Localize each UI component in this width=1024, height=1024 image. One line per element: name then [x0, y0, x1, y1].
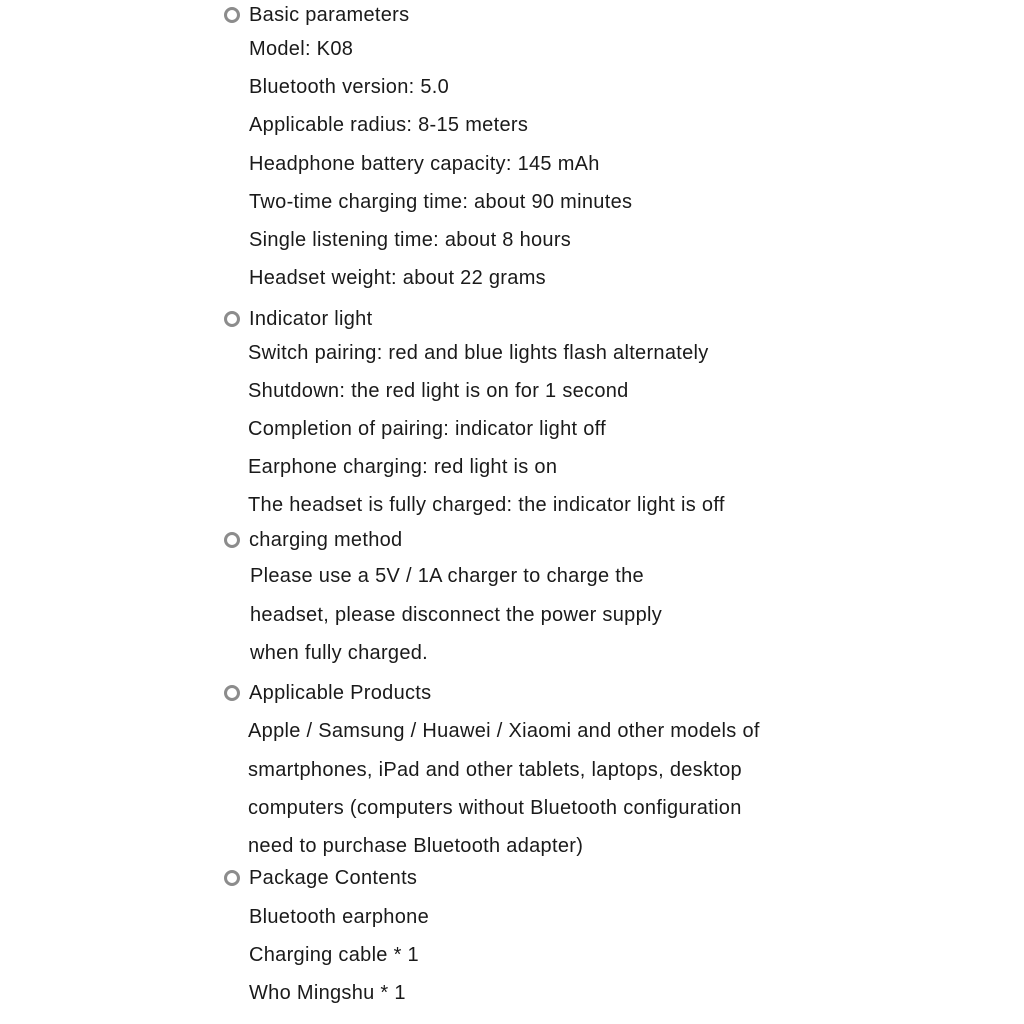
spec-line: Shutdown: the red light is on for 1 second — [248, 380, 629, 402]
spec-line: Two-time charging time: about 90 minutes — [249, 191, 633, 213]
spec-line: Who Mingshu * 1 — [249, 982, 406, 1004]
spec-line: Completion of pairing: indicator light off — [248, 418, 606, 440]
circle-bullet-icon — [224, 685, 240, 701]
spec-line: Single listening time: about 8 hours — [249, 229, 572, 251]
section-heading-package-contents — [224, 866, 417, 890]
section-title: Package Contents — [249, 866, 418, 889]
spec-line: Switch pairing: red and blue lights flash alternately — [248, 342, 709, 364]
spec-line: Charging cable * 1 — [249, 944, 419, 966]
section-heading-charging-method — [224, 528, 402, 552]
circle-bullet-icon — [224, 532, 240, 548]
section-title: Indicator light — [249, 307, 373, 330]
section-heading-indicator-light — [224, 307, 372, 331]
section-heading-basic-parameters — [224, 3, 409, 27]
spec-line: Model: K08 — [249, 38, 354, 60]
circle-bullet-icon — [224, 311, 240, 327]
spec-line: Please use a 5V / 1A charger to charge the — [250, 565, 644, 587]
spec-line: headset, please disconnect the power supply — [250, 604, 663, 626]
spec-line: when fully charged. — [250, 642, 429, 664]
section-title: Applicable Products — [249, 681, 432, 704]
section-title: Basic parameters — [249, 3, 410, 26]
spec-line: computers (computers without Bluetooth configuration — [248, 797, 742, 819]
section-heading-applicable-products — [224, 681, 431, 705]
spec-line: Apple / Samsung / Huawei / Xiaomi and other models of — [248, 720, 760, 742]
spec-line: Bluetooth earphone — [249, 906, 429, 928]
section-title: charging method — [249, 528, 403, 551]
spec-line: Headphone battery capacity: 145 mAh — [249, 153, 600, 175]
spec-line: Bluetooth version: 5.0 — [249, 76, 450, 98]
spec-line: Applicable radius: 8-15 meters — [249, 114, 529, 136]
spec-line: need to purchase Bluetooth adapter) — [248, 835, 584, 857]
spec-line: Headset weight: about 22 grams — [249, 267, 546, 289]
spec-line: The headset is fully charged: the indicator light is off — [248, 494, 725, 516]
spec-line: Earphone charging: red light is on — [248, 456, 558, 478]
circle-bullet-icon — [224, 7, 240, 23]
spec-line: smartphones, iPad and other tablets, laptops, desktop — [248, 759, 742, 781]
circle-bullet-icon — [224, 870, 240, 886]
